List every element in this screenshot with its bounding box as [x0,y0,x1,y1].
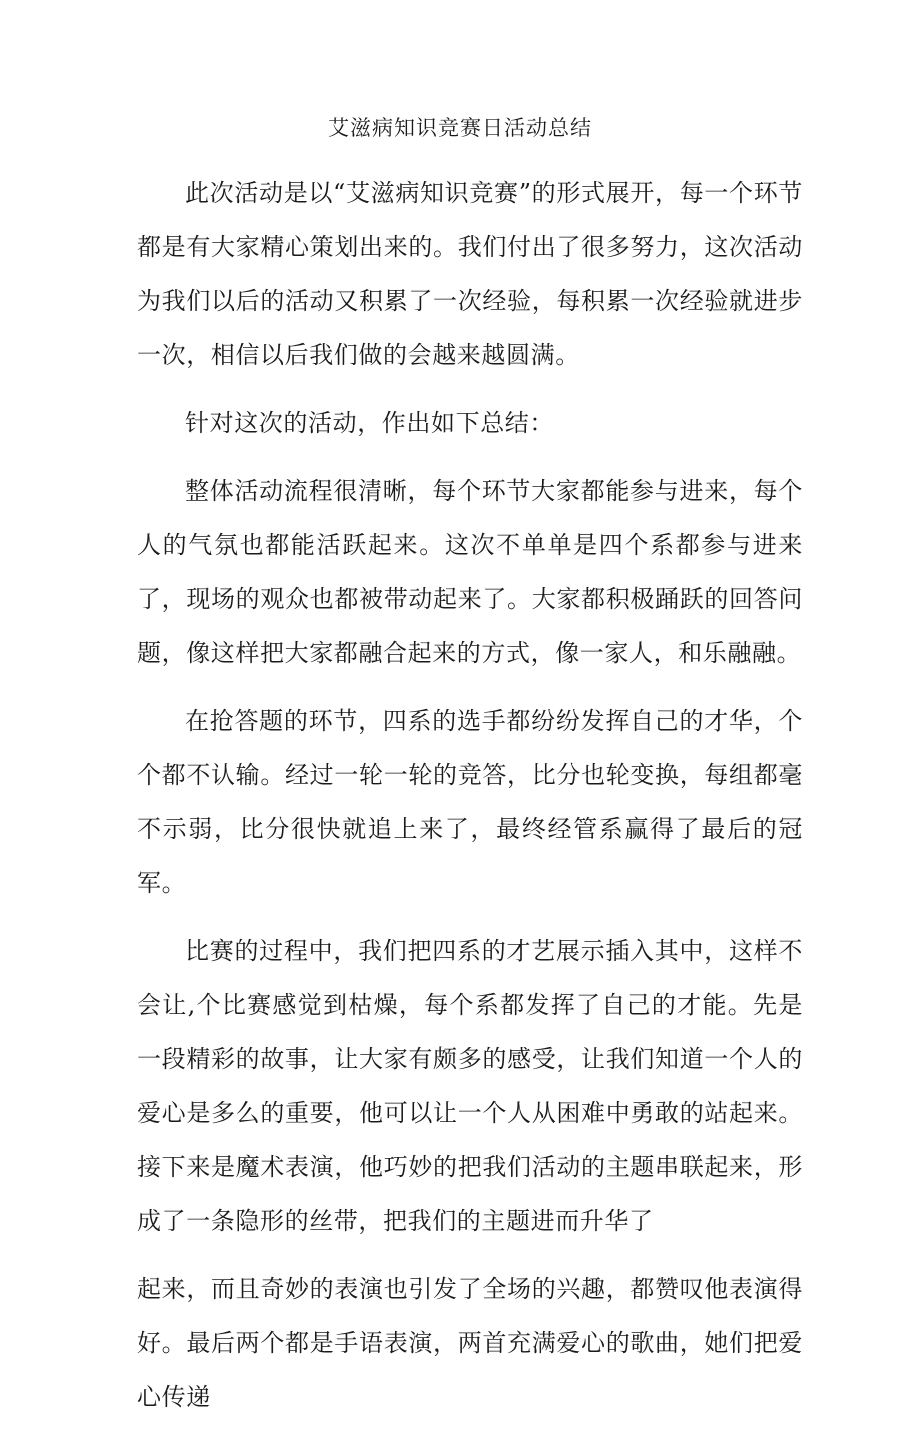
paragraph-continuation: 起来，而且奇妙的表演也引发了全场的兴趣，都赞叹他表演得好。最后两个都是手语表演，两首充满爱心的歌曲，她们把爱心传递 [137,1275,803,1411]
paragraph-process: 整体活动流程很清晰，每个环节大家都能参与进来，每个人的气氛也都能活跃起来。这次不单单是四个系都参与进来了，现场的观众也都被带动起来了。大家都积极踊跃的回答问题，像这样把大家都融合起来的方式，像一家人，和乐融融。 [137,477,803,667]
paragraph-summary-lead: 针对这次的活动，作出如下总结： [185,409,554,437]
paragraph-quiz-round: 在抢答题的环节，四系的选手都纷纷发挥自己的才华，个个都不认输。经过一轮一轮的竞答，比分也轮变换，每组都毫不示弱，比分很快就追上来了，最终经管系赢得了最后的冠军。 [137,707,803,897]
document-body [137,166,803,1438]
paragraph-intro: 此次活动是以“艾滋病知识竞赛”的形式展开，每一个环节都是有大家精心策划出来的。我们付出了很多努力，这次活动为我们以后的活动又积累了一次经验，每积累一次经验就进步一次，相信以后我们做的会越来越圆满。 [137,179,803,369]
paragraph-talent-show: 比赛的过程中，我们把四系的才艺展示插入其中，这样不会让,个比赛感觉到枯燥，每个系都发挥了自己的才能。先是一段精彩的故事，让大家有颇多的感受，让我们知道一个人的爱心是多么的重要，他可以让一个人从困难中勇敢的站起来。接下来是魔术表演，他巧妙的把我们活动的主题串联起来，形成了一条隐形的丝带，把我们的主题进而升华了 [137,937,803,1235]
document-title: 艾滋病知识竞赛日活动总结 [328,116,592,140]
